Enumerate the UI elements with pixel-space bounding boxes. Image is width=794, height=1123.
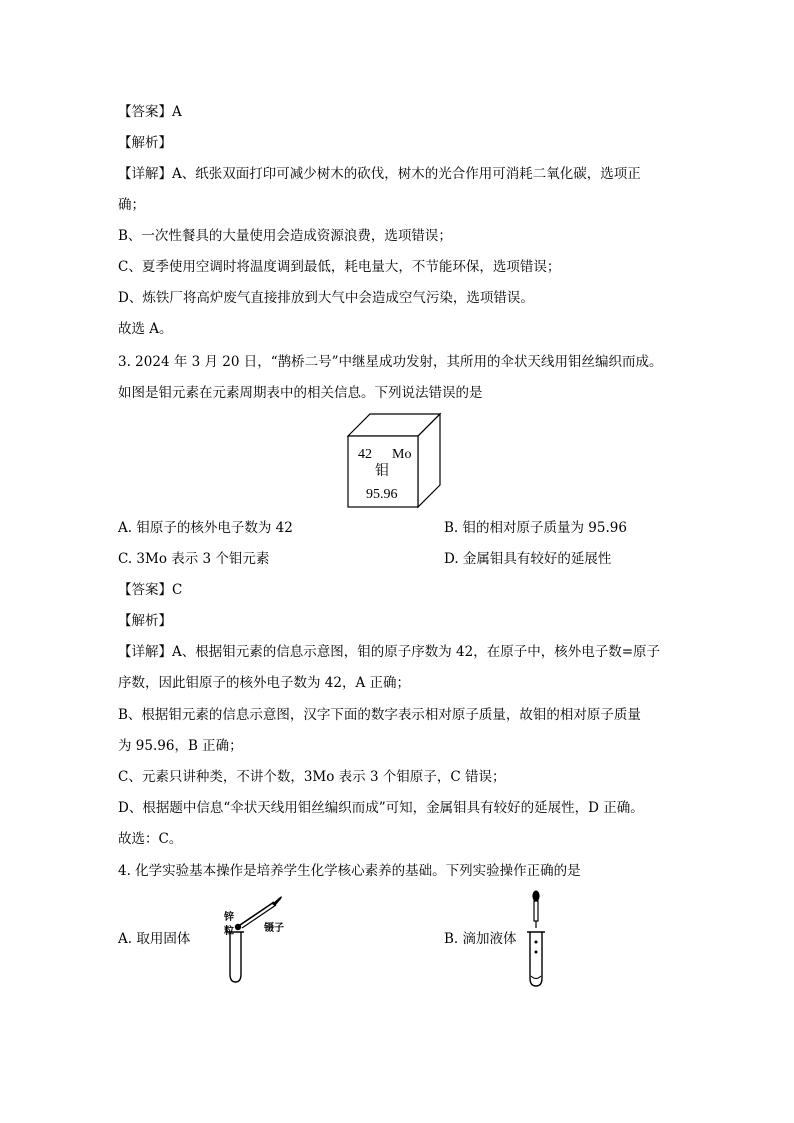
element-atomic-number: 42 — [358, 447, 372, 462]
element-name: 钼 — [375, 464, 389, 479]
solid-taking-illustration — [222, 890, 312, 986]
q3-option-b-explanation-line1: B、根据钼元素的信息示意图，汉字下面的数字表示相对原子质量，故钼的相对原子质量 — [118, 707, 641, 723]
zinc-label-2: 粒 — [224, 926, 234, 937]
q2-option-c-explanation: C、夏季使用空调时将温度调到最低，耗电量大，不节能环保，选项错误； — [118, 259, 561, 275]
q2-analysis: 【解析】 — [118, 135, 172, 151]
q3-stem-line1: 3. 2024 年 3 月 20 日，“鹊桥二号”中继星成功发射，其所用的伞状天线用钼丝编织而成。 — [118, 354, 663, 370]
q4-option-a-label: A. 取用固体 — [118, 931, 191, 947]
q2-option-d-explanation: D、炼铁厂将高炉废气直接排放到大气中会造成空气污染，选项错误。 — [118, 290, 534, 306]
q3-analysis: 【解析】 — [118, 613, 172, 629]
test-tube-icon — [530, 932, 542, 986]
element-symbol: Mo — [392, 447, 412, 462]
q3-option-b: B. 钼的相对原子质量为 95.96 — [444, 520, 627, 536]
q3-stem-line2: 如图是钼元素在元素周期表中的相关信息。下列说法错误的是 — [118, 385, 483, 401]
q3-detail-line2: 序数，因此钼原子的核外电子数为 42，A 正确； — [118, 675, 411, 691]
test-tube-icon — [230, 932, 241, 982]
q3-option-b-explanation-line2: 为 95.96，B 正确； — [118, 738, 243, 754]
q2-answer: 【答案】A — [118, 104, 182, 120]
q2-detail-line1: 【详解】A、纸张双面打印可减少树木的砍伐，树木的光合作用可消耗二氧化碳，选项正 — [118, 166, 641, 182]
q2-option-b-explanation: B、一次性餐具的大量使用会造成资源浪费，选项错误； — [118, 228, 452, 244]
q2-conclusion: 故选 A。 — [118, 321, 173, 337]
q3-conclusion: 故选：C。 — [118, 831, 183, 847]
q2-detail-line2: 确； — [118, 197, 145, 213]
q4-stem: 4. 化学实验基本操作是培养学生化学核心素养的基础。下列实验操作正确的是 — [118, 863, 581, 879]
element-atomic-mass: 95.96 — [366, 487, 398, 502]
tweezers-icon — [240, 902, 274, 925]
q4-option-b-label: B. 滴加液体 — [444, 931, 517, 947]
dropper-icon — [534, 901, 538, 921]
tweezers-label: 镊子 — [264, 923, 284, 934]
q3-option-c: C. 3Mo 表示 3 个钼元素 — [118, 551, 270, 567]
q3-detail-line1: 【详解】A、根据钼元素的信息示意图，钼的原子序数为 42，在原子中，核外电子数=原子 — [118, 644, 661, 660]
q3-answer: 【答案】C — [118, 582, 183, 598]
liquid-dropping-illustration — [522, 888, 552, 988]
element-cube-diagram — [344, 410, 444, 510]
dropper-bulb-icon — [532, 891, 539, 902]
q3-option-c-explanation: C、元素只讲种类，不讲个数，3Mo 表示 3 个钼原子，C 错误； — [118, 769, 506, 785]
q3-option-d: D. 金属钼具有较好的延展性 — [444, 551, 612, 567]
q3-option-a: A. 钼原子的核外电子数为 42 — [118, 520, 293, 536]
q3-option-d-explanation: D、根据题中信息“伞状天线用钼丝编织而成”可知，金属钼具有较好的延展性，D 正确。 — [118, 800, 644, 816]
zinc-label-1: 锌 — [224, 912, 234, 923]
